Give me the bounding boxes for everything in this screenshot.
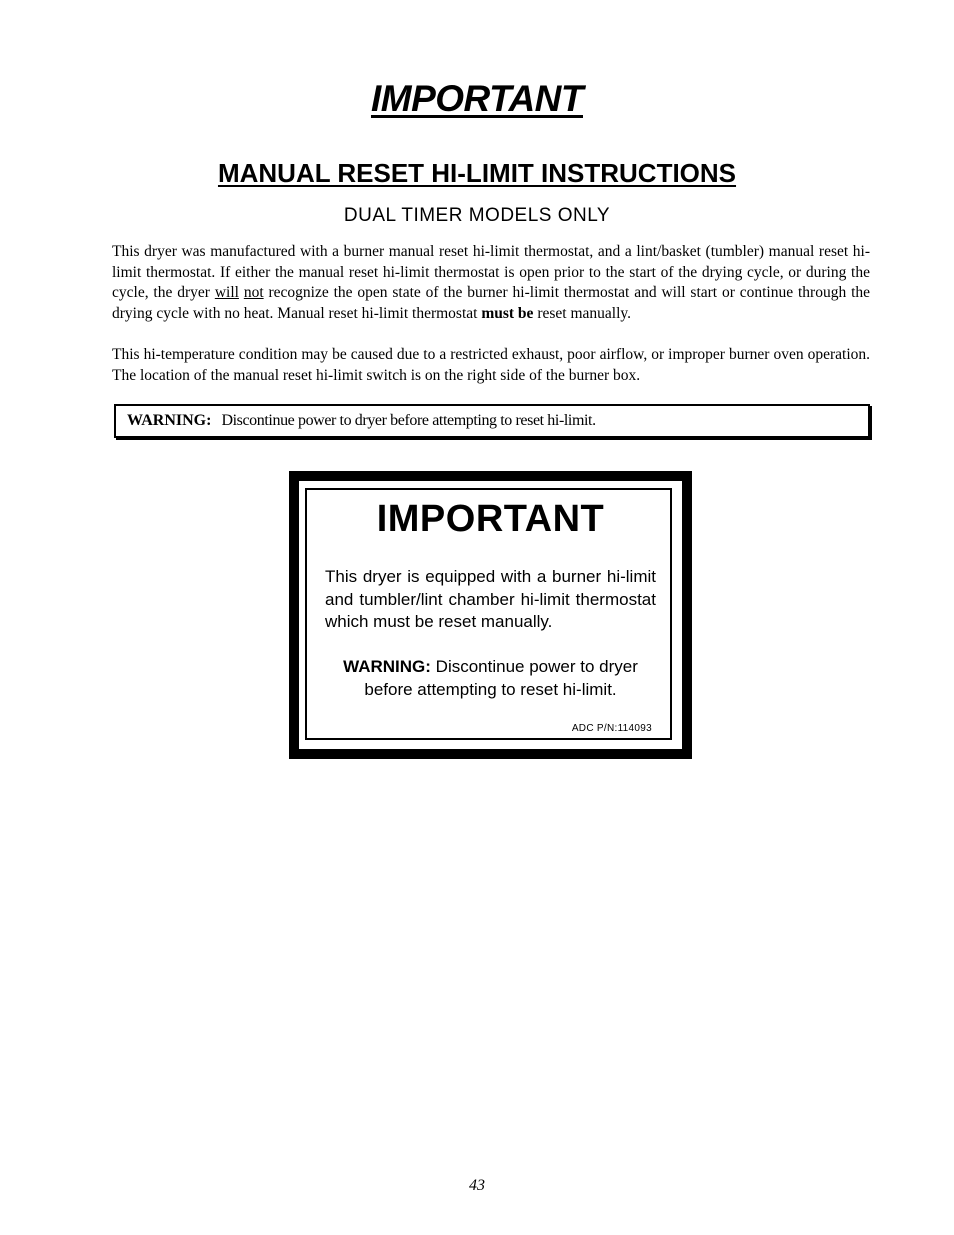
- label-title: IMPORTANT: [376, 498, 605, 540]
- warning-label: WARNING:: [127, 412, 212, 429]
- instructions-paragraph-2: This hi-temperature condition may be caused due to a restricted exhaust, poor airflow, or improper burner oven operation. The location of the manual reset hi-limit switch is on the right side of the burner box.: [112, 346, 870, 384]
- warning-text: Discontinue power to dryer before attempting to reset hi-limit.: [221, 412, 596, 429]
- label-decal-margin: [299, 481, 682, 749]
- instructions-paragraph-1: [112, 242, 870, 325]
- paragraph-1-text-a: This dryer was manufactured with a burner manual reset hi-limit thermostat, and a lint/basket (tumbler) manual reset hi-limit thermostat. If either the manual reset hi-limit thermostat is open prior to the start of the drying cycle, or during the cycle, the dryer: [112, 243, 870, 302]
- page-title: IMPORTANT: [370, 78, 583, 119]
- subheading: DUAL TIMER MODELS ONLY: [343, 205, 611, 226]
- paragraph-1-text-b: recognize the open state of the burner hi-limit thermostat and will start or continue through the drying cycle with no heat. Manual reset hi-limit thermostat: [112, 284, 871, 323]
- label-part-number: ADC P/N:114093: [571, 723, 652, 734]
- paragraph-1-text-c: reset manually.: [533, 305, 631, 323]
- page-number: 43: [469, 1177, 485, 1194]
- section-heading: MANUAL RESET HI-LIMIT INSTRUCTIONS: [217, 158, 737, 188]
- label-decal-frame: [305, 488, 672, 740]
- important-label-decal: [289, 471, 692, 759]
- label-warning: [321, 656, 660, 701]
- emphasis-not: not: [243, 284, 264, 302]
- label-warning-label: WARNING:: [343, 657, 431, 676]
- warning-box: [114, 404, 870, 438]
- label-body: This dryer is equipped with a burner hi-limit and tumbler/lint chamber hi-limit thermostat which must be reset manually.: [325, 567, 656, 631]
- emphasis-must-be: must be: [481, 305, 534, 323]
- label-warning-text: Discontinue power to dryer before attempting to reset hi-limit.: [364, 657, 638, 699]
- emphasis-will: will: [214, 284, 239, 302]
